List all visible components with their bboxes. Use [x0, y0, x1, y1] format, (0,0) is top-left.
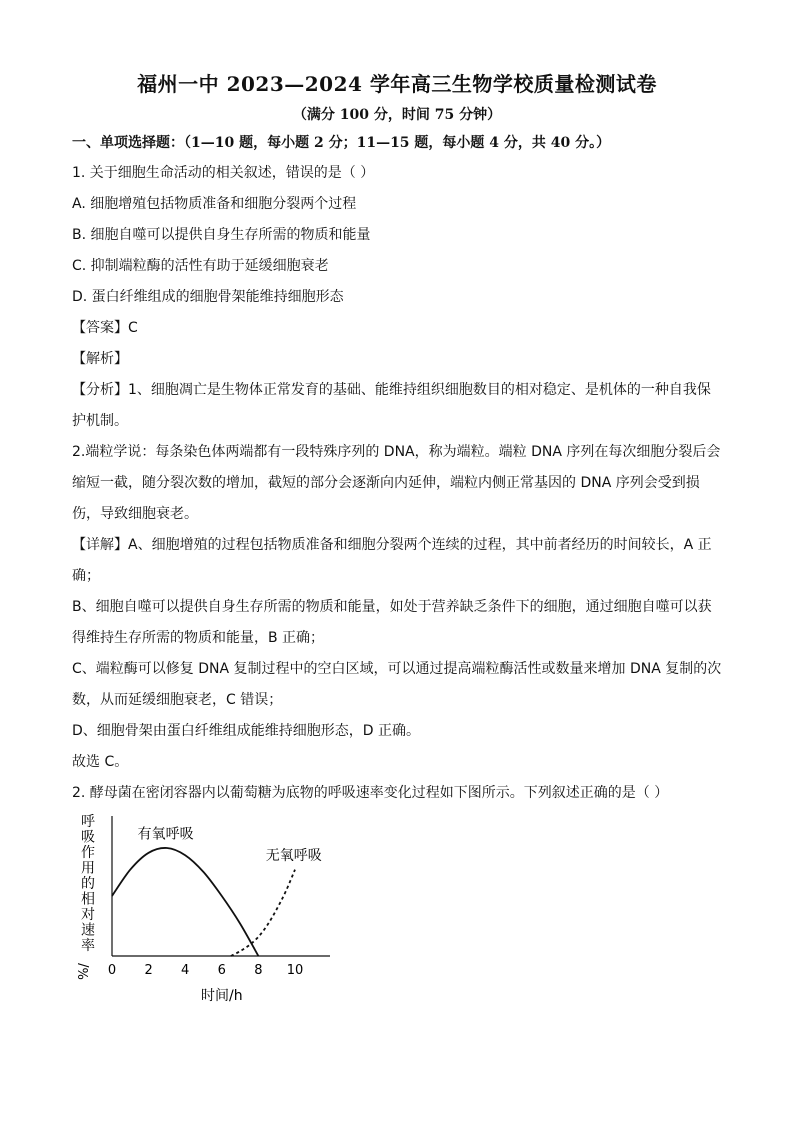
question-1-analysis-label: 【解析】	[72, 351, 128, 367]
analysis-line: D、细胞骨架由蛋白纤维组成能维持细胞形态，D 正确。	[72, 723, 421, 739]
analysis-line: B、细胞自噬可以提供自身生存所需的物质和能量，如处于营养缺乏条件下的细胞，通过细胞自噬可以获	[72, 599, 712, 615]
exam-subtitle: （满分 100 分，时间 75 分钟）	[292, 107, 502, 123]
x-axis-label: 时间/h	[201, 988, 243, 1004]
analysis-line: 缩短一截，随分裂次数的增加，截短的部分会逐渐向内延伸，端粒内侧正常基因的 DNA 序列会受到损	[72, 475, 700, 491]
x-tick-label: 8	[254, 963, 263, 978]
y-axis-label-char: 相	[81, 891, 95, 908]
anaerobic-respiration-curve	[231, 870, 295, 956]
x-tick-labels	[108, 963, 303, 978]
x-tick-label: 10	[286, 963, 304, 978]
y-axis-label-char: 作	[81, 845, 95, 861]
question-1-option-d: D. 蛋白纤维组成的细胞骨架能维持细胞形态	[72, 289, 344, 305]
y-axis-label-char: 对	[81, 907, 95, 923]
y-axis-label-char: 用	[81, 860, 95, 877]
question-1-option-b: B. 细胞自噬可以提供自身生存所需的物质和能量	[72, 227, 371, 243]
y-axis-label-char: 速	[81, 922, 95, 939]
analysis-line: 确；	[72, 568, 100, 584]
x-tick-label: 0	[107, 963, 117, 978]
x-tick-label: 6	[217, 963, 226, 978]
x-tick-label: 2	[144, 963, 153, 978]
question-1-option-c: C. 抑制端粒酶的活性有助于延缓细胞衰老	[72, 258, 329, 274]
analysis-line: 【详解】A、细胞增殖的过程包括物质准备和细胞分裂两个连续的过程，其中前者经历的时间较长，A 正	[72, 537, 712, 553]
exam-title: 福州一中 2023—2024 学年高三生物学校质量检测试卷	[137, 72, 657, 96]
analysis-line: 得维持生存所需的物质和能量，B 正确；	[72, 630, 325, 646]
analysis-line: 故选 C。	[72, 754, 129, 770]
y-axis-label-char: 的	[81, 876, 95, 892]
anaerobic-respiration-label: 无氧呼吸	[265, 848, 322, 864]
y-axis-label-unit: %/	[77, 963, 92, 980]
analysis-line: 【分析】1、细胞凋亡是生物体正常发育的基础、能维持组织细胞数目的相对稳定、是机体的一种自我保	[72, 382, 711, 398]
analysis-line: 数，从而延缓细胞衰老，C 错误；	[72, 692, 283, 708]
question-2-stem: 2. 酵母菌在密闭容器内以葡萄糖为底物的呼吸速率变化过程如下图所示。下列叙述正确的是（ ）	[72, 785, 669, 801]
section-heading: 一、单项选择题：（1—10 题，每小题 2 分；11—15 题，每小题 4 分，共 40 分。）	[72, 135, 611, 151]
respiration-rate-chart	[72, 808, 342, 1008]
x-tick-label: 4	[181, 963, 190, 978]
y-axis-label-char: 率	[81, 938, 95, 954]
aerobic-respiration-curve	[112, 848, 258, 956]
question-1-stem: 1. 关于细胞生命活动的相关叙述，错误的是（ ）	[72, 165, 375, 181]
y-axis-label-char: 呼	[81, 814, 95, 830]
aerobic-respiration-label: 有氧呼吸	[137, 826, 194, 843]
y-axis-label-char: 吸	[81, 829, 95, 846]
question-1-answer: 【答案】C	[72, 320, 138, 336]
analysis-line: C、端粒酶可以修复 DNA 复制过程中的空白区域，可以通过提高端粒酶活性或数量来增加 DNA 复制的次	[72, 661, 722, 677]
y-axis-label	[77, 814, 95, 980]
analysis-line: 伤，导致细胞衰老。	[72, 506, 198, 522]
question-1-option-a: A. 细胞增殖包括物质准备和细胞分裂两个过程	[72, 196, 357, 212]
analysis-line: 2.端粒学说：每条染色体两端都有一段特殊序列的 DNA，称为端粒。端粒 DNA 序列在每次细胞分裂后会	[72, 444, 721, 460]
analysis-line: 护机制。	[72, 413, 128, 429]
